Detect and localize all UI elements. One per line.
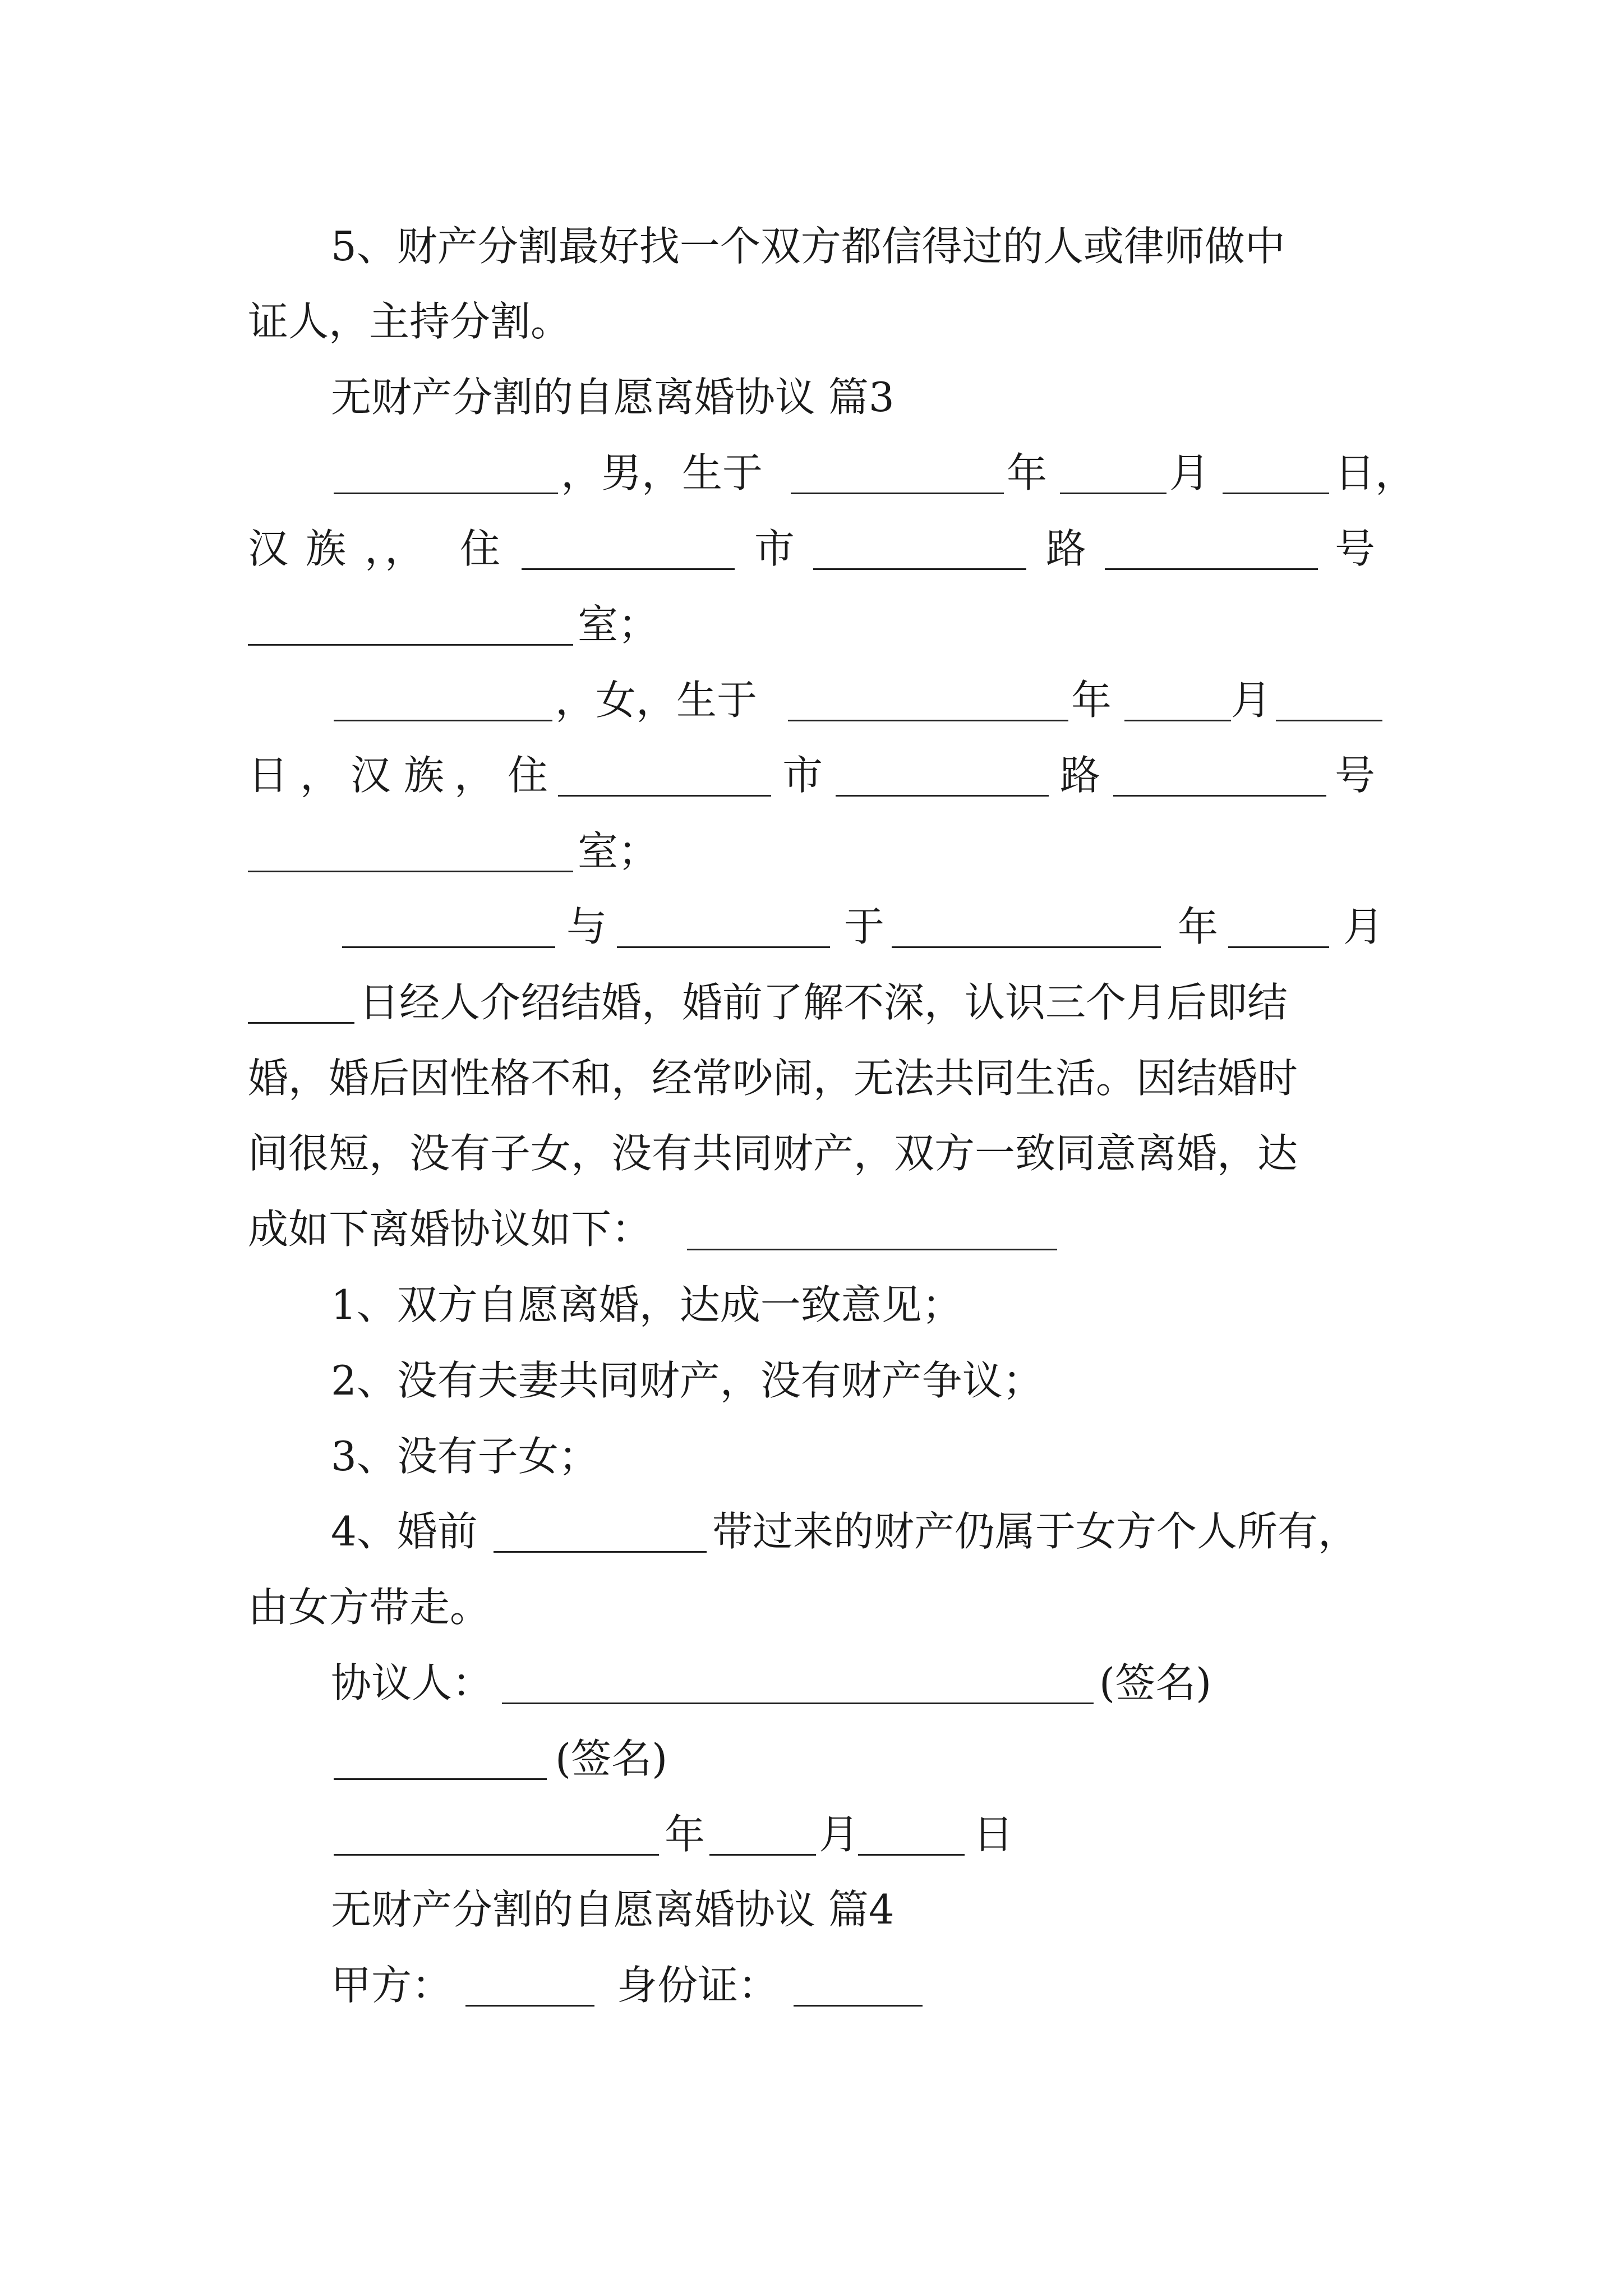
- fill-in-blank: [248, 644, 573, 646]
- text-segment: ，女，生于: [555, 677, 758, 724]
- text-segment: 室；: [578, 601, 659, 648]
- text-segment: 住: [508, 752, 548, 799]
- text-segment: ，男，生于: [561, 449, 763, 496]
- text-segment: 无财产分割的自愿离婚协议 篇4: [331, 1886, 895, 1933]
- text-segment: 号: [1335, 525, 1376, 572]
- fill-in-blank: [687, 1249, 1057, 1250]
- fill-in-blank: [1105, 568, 1318, 570]
- fill-in-blank: [342, 946, 555, 948]
- text-segment: 市: [754, 525, 795, 572]
- paragraph-line: [0, 279, 1623, 364]
- fill-in-blank: [1124, 720, 1231, 721]
- list-item: [0, 1338, 1623, 1423]
- fill-in-blank: [1223, 493, 1329, 494]
- paragraph-line: [0, 204, 1623, 288]
- fill-in-blank: [502, 1703, 1094, 1704]
- fill-in-blank: [794, 2005, 923, 2007]
- paragraph-line: [0, 1187, 1623, 1271]
- fill-in-blank: [522, 568, 735, 570]
- fill-in-blank: [494, 1551, 707, 1553]
- text-segment: 年: [1178, 903, 1219, 950]
- text-segment: 于: [844, 903, 885, 950]
- text-segment: 市: [782, 752, 823, 799]
- paragraph-line: [0, 507, 1623, 591]
- text-segment: 月: [1231, 677, 1272, 724]
- fill-in-blank: [709, 1854, 816, 1856]
- text-segment: ，: [454, 752, 495, 799]
- text-segment: 月: [1343, 903, 1384, 950]
- text-segment: 族: [404, 752, 445, 799]
- text-segment: 汉: [351, 752, 391, 799]
- fill-in-blank: [1060, 493, 1166, 494]
- paragraph-line: [0, 1036, 1623, 1120]
- signature-line: [0, 1641, 1623, 1725]
- text-segment: 号: [1335, 752, 1376, 799]
- section-heading: [0, 1867, 1623, 1952]
- date-line: [0, 1792, 1623, 1876]
- fill-in-blank: [334, 720, 552, 721]
- paragraph-line: [0, 582, 1623, 666]
- paragraph-line: [0, 658, 1623, 742]
- signature-line: [0, 1717, 1623, 1801]
- text-segment: 证人，主持分割。: [248, 298, 571, 345]
- fill-in-blank: [791, 493, 1004, 494]
- paragraph-line: [0, 1111, 1623, 1195]
- fill-in-blank: [558, 795, 771, 797]
- text-segment: 月: [1169, 449, 1210, 496]
- text-segment: 日: [248, 752, 289, 799]
- text-segment: ，，: [365, 525, 426, 572]
- text-segment: 间很短，没有子女，没有共同财产，双方一致同意离婚，达: [248, 1130, 1298, 1177]
- fill-in-blank: [788, 720, 1068, 721]
- paragraph-line: [0, 1565, 1623, 1649]
- fill-in-blank: [836, 795, 1049, 797]
- text-segment: 身份证：: [617, 1962, 779, 2009]
- text-segment: 日经人介绍结婚，婚前了解不深，认识三个月后即结: [359, 979, 1288, 1026]
- text-segment: 汉: [248, 525, 289, 572]
- text-segment: 由女方带走。: [248, 1584, 491, 1631]
- fill-in-blank: [1228, 946, 1329, 948]
- text-segment: 成如下离婚协议如下：: [248, 1205, 652, 1253]
- text-segment: 甲方：: [331, 1962, 453, 2009]
- fill-in-blank: [465, 2005, 594, 2007]
- text-segment: (签名): [1099, 1659, 1212, 1706]
- fill-in-blank: [248, 1022, 354, 1024]
- paragraph-line: [0, 885, 1623, 969]
- paragraph-line: [0, 431, 1623, 515]
- fill-in-blank: [892, 946, 1161, 948]
- fill-in-blank: [617, 946, 830, 948]
- text-segment: 年: [1071, 677, 1112, 724]
- fill-in-blank: [813, 568, 1026, 570]
- paragraph-line: [0, 733, 1623, 817]
- text-segment: 带过来的财产仍属于女方个人所有，: [712, 1508, 1359, 1555]
- text-segment: 5、财产分割最好找一个双方都信得过的人或律师做中: [331, 223, 1285, 270]
- paragraph-line: [0, 960, 1623, 1045]
- fill-in-blank: [334, 493, 558, 494]
- text-segment: 族: [306, 525, 347, 572]
- section-heading: [0, 355, 1623, 439]
- list-item: [0, 1489, 1623, 1573]
- text-segment: 月: [819, 1811, 860, 1858]
- text-segment: 路: [1046, 525, 1087, 572]
- text-segment: 年: [1007, 449, 1048, 496]
- text-segment: 婚，婚后因性格不和，经常吵闹，无法共同生活。因结婚时: [248, 1055, 1298, 1102]
- fill-in-blank: [858, 1854, 965, 1856]
- text-segment: 无财产分割的自愿离婚协议 篇3: [331, 374, 895, 421]
- paragraph-line: [0, 1943, 1623, 2027]
- text-segment: 1、双方自愿离婚，达成一致意见；: [331, 1281, 962, 1328]
- text-segment: 日，: [1335, 449, 1416, 496]
- text-segment: 4、婚前: [331, 1508, 478, 1555]
- text-segment: (签名): [555, 1735, 668, 1782]
- fill-in-blank: [248, 871, 573, 872]
- paragraph-line: [0, 809, 1623, 893]
- text-segment: 协议人：: [331, 1659, 493, 1706]
- text-segment: 室；: [578, 827, 659, 875]
- text-segment: 日: [973, 1811, 1014, 1858]
- text-segment: 3、没有子女；: [331, 1433, 599, 1480]
- text-segment: 住: [460, 525, 501, 572]
- text-segment: 路: [1060, 752, 1101, 799]
- fill-in-blank: [1113, 795, 1326, 797]
- fill-in-blank: [334, 1854, 659, 1856]
- text-segment: 2、没有夫妻共同财产，没有财产争议；: [331, 1357, 1043, 1404]
- fill-in-blank: [334, 1778, 547, 1780]
- list-item: [0, 1263, 1623, 1347]
- text-segment: 与: [566, 903, 607, 950]
- text-segment: ，: [300, 752, 341, 799]
- text-segment: 年: [665, 1811, 706, 1858]
- list-item: [0, 1414, 1623, 1498]
- fill-in-blank: [1276, 720, 1382, 721]
